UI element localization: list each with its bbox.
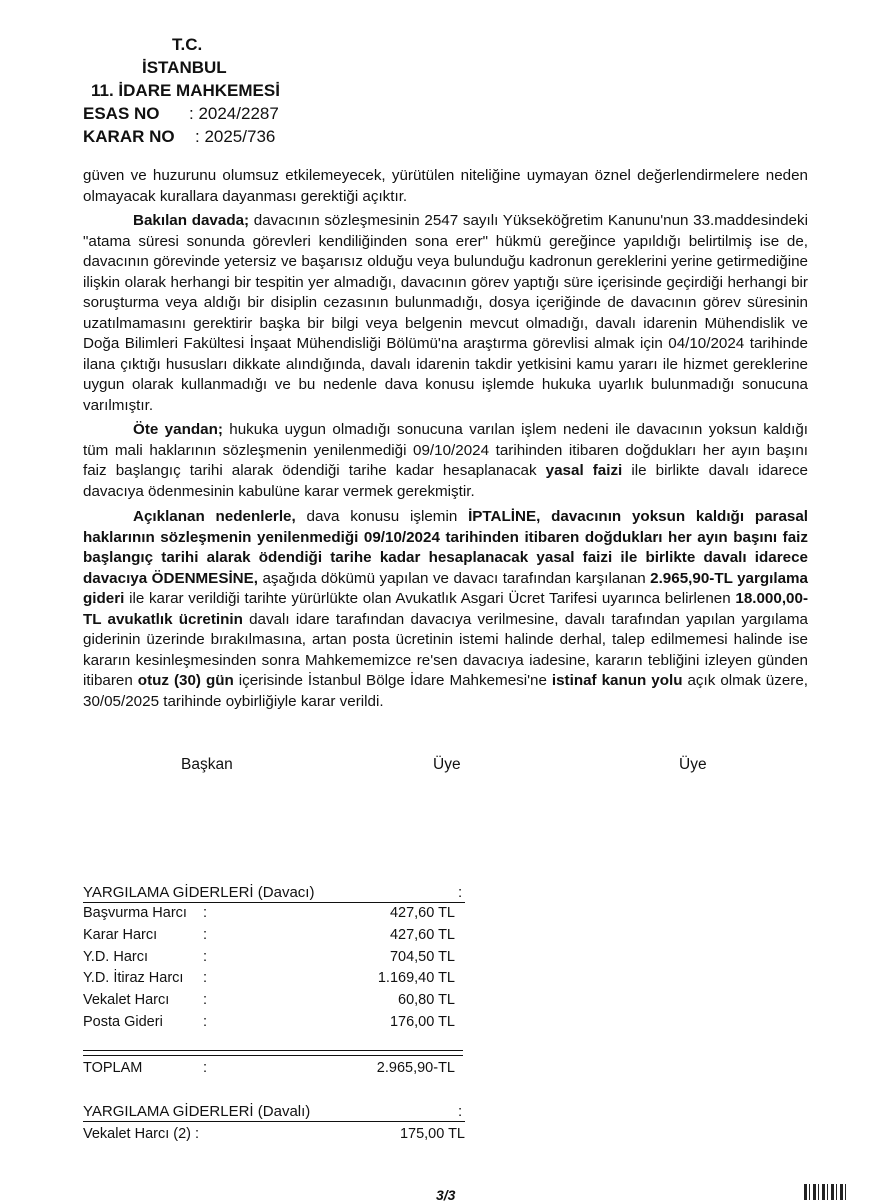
expenses-total-amount: 2.965,90-TL	[376, 1060, 455, 1076]
expense-row	[83, 970, 473, 992]
expense-row	[83, 905, 473, 927]
karar-label: KARAR NO	[83, 127, 175, 146]
barcode-icon	[804, 1184, 848, 1200]
paragraph-4-expense: 2.965,90-TL yargılama gideri	[83, 569, 808, 607]
paragraph-4-attorney-fee: 18.000,00-TL avukatlık ücretinin	[83, 590, 808, 628]
expense-colon: :	[203, 1014, 208, 1030]
expense-row	[83, 1014, 473, 1036]
expense-label: Başvurma Harcı	[83, 905, 187, 921]
expenses-defendant-underline	[83, 1121, 465, 1122]
paragraph-3-text-2: ile birlikte davalı idarece davacıya ödenmesinin kabulüne karar vermek gerekmiştir.	[83, 462, 808, 500]
paragraph-4-ruling: İPTALİNE, davacının yoksun kaldığı parasal haklarının sözleşmenin yenilenmediği 09/10/2024 tarihinden itibaren doğdukları her ayın başını faiz başlangıç tarihi alarak ödendiği tarihe kadar hesaplanacak yasal faizi ile birlikte davalı idarece davacıya ÖDENMESİNE,	[83, 508, 809, 587]
signature-president: Başkan	[181, 756, 233, 773]
expense-row	[83, 992, 473, 1014]
paragraph-4-lead: Açıklanan nedenlerle,	[133, 508, 296, 525]
page-number: 3/3	[436, 1187, 456, 1203]
signature-member-2: Üye	[679, 756, 707, 773]
paragraph-4-deadline: otuz (30) gün	[137, 672, 234, 689]
expense-label: Karar Harcı	[83, 926, 158, 943]
karar-value: : 2025/736	[195, 127, 276, 146]
expense-colon: :	[203, 926, 208, 943]
signature-member-1: Üye	[433, 756, 461, 773]
paragraph-4-text-4: davalı idare tarafından davacıya verilmesine, davalı tarafından yapılan yargılama giderinin üzerinde bırakılmasına, artan posta ücretinin istemi halinde derhal, talep edilmemesi halinde ise kararın kesinleşmesinden sonra Mahkememizce re'sen davacıya iadesine, kararın tebliğini izleyen günden itibaren	[83, 610, 809, 689]
expenses-total-label: TOPLAM	[83, 1060, 143, 1076]
paragraph-2-lead: Bakılan davada;	[133, 212, 250, 229]
paragraph-1: güven ve huzurunu olumsuz etkilemeyecek, yürütülen niteliğine uymayan öznel değerlendirmelere neden olmayacak kurallara dayanması gerektiği açıktır.	[83, 167, 808, 205]
expense-row	[83, 927, 473, 949]
expenses-defendant-title-colon: :	[458, 1103, 463, 1120]
expenses-defendant-amount: 175,00 TL	[399, 1126, 465, 1142]
header-court: 11. İDARE MAHKEMESİ	[91, 81, 280, 100]
paragraph-4-text-6: açık olmak üzere, 30/05/2025 tarihinde oybirliğiyle karar verildi.	[83, 672, 809, 710]
expense-amount: 60,80 TL	[398, 992, 455, 1009]
paragraph-3	[83, 420, 808, 502]
expense-label: Y.D. İtiraz Harcı	[83, 970, 184, 987]
expense-amount: 427,60 TL	[389, 926, 455, 943]
expenses-total-row	[83, 1060, 473, 1082]
expense-colon: :	[203, 905, 208, 921]
expense-colon: :	[203, 992, 208, 1009]
expense-row	[83, 949, 473, 971]
paragraph-2-text: davacının sözleşmesinin 2547 sayılı Yükseköğretim Kanunu'nun 33.maddesindeki "atama süresi sonunda görevleri kendiliğinden sona erer" hükmü gereğince yapıldığı belirtilmiş ise de, davacının görevinde yetersiz ve başarısız olduğu veya bulunduğu kadronun gereklerini yerine getirmediğine ilişkin olarak herhangi bir tespitin yer almadığı, davacının görev yaptığı süre içerisinde geçirdiği herhangi bir soruşturma veya aldığı bir disiplin cezasının bulunmadığı, dosya içeriğinde de davacının görev süresinin uzatılmamasını gerektirir başka bir bilgi veya belgenin mevcut olmadığı, davalı idarenin Mühendislik ve Doğa Bilimleri Fakültesi İnşaat Mühendisliği Bölümü'na araştırma görevlisi almak için 04/10/2024 tarihinde ilana çıktığı hususları dikkate alındığında, davalı idarenin takdir yetkisini kamu yararı ile hizmet gereklerine uygun olarak kullanmadığı ve bu nedenle dava konusu işlemde hukuka uyarlık bulunmadığı sonucuna varılmıştır.	[83, 212, 808, 414]
paragraph-4	[83, 507, 808, 712]
header-tc: T.C.	[172, 35, 203, 54]
expenses-plaintiff-title-colon: :	[458, 884, 463, 901]
expense-label: Y.D. Harcı	[83, 948, 149, 965]
total-divider-2	[83, 1055, 463, 1056]
paragraph-4-text-3: ile karar verildiği tarihte yürürlükte olan Avukatlık Asgari Ücret Tarifesi uyarınca belirlenen	[124, 590, 736, 607]
expense-amount: 176,00 TL	[389, 1014, 455, 1030]
expense-amount: 704,50 TL	[389, 948, 455, 965]
expense-label: Posta Gideri	[83, 1014, 163, 1030]
paragraph-4-appeal: istinaf kanun yolu	[551, 672, 683, 689]
header-city: İSTANBUL	[142, 58, 227, 77]
expenses-plaintiff-underline	[83, 902, 465, 903]
expenses-defendant-label: Vekalet Harcı (2) :	[83, 1126, 200, 1142]
paragraph-3-emphasis: yasal faizi	[545, 462, 623, 479]
expense-amount: 1.169,40 TL	[377, 970, 455, 987]
paragraph-2	[83, 211, 808, 416]
expense-colon: :	[203, 948, 208, 965]
expense-colon: :	[203, 970, 208, 987]
expenses-defendant-row	[83, 1126, 473, 1148]
expenses-total-colon: :	[203, 1060, 208, 1076]
paragraph-4-text-1: dava konusu işlemin	[295, 508, 469, 525]
paragraph-3-lead: Öte yandan;	[133, 421, 223, 438]
expense-label: Vekalet Harcı	[83, 992, 170, 1009]
expenses-defendant-title: YARGILAMA GİDERLERİ (Davalı)	[83, 1103, 311, 1120]
esas-value: : 2024/2287	[189, 104, 279, 123]
paragraph-4-text-2: aşağıda dökümü yapılan ve davacı tarafından karşılanan	[257, 569, 651, 587]
paragraph-3-text-1: hukuka uygun olmadığı sonucuna varılan işlem nedeni ile davacının yoksun kaldığı tüm mali haklarının sözleşmenin yenilenmediği 09/10/2024 tarihinden itibaren doğdukları her ayın başını faiz başlangıç tarihi alarak ödendiği tarihe kadar hesaplanacak	[83, 421, 808, 479]
expense-amount: 427,60 TL	[389, 905, 455, 921]
expenses-plaintiff-title: YARGILAMA GİDERLERİ (Davacı)	[83, 884, 315, 901]
esas-label: ESAS NO	[83, 104, 160, 123]
paragraph-4-text-5: içerisinde İstanbul Bölge İdare Mahkemesi'ne	[233, 672, 552, 689]
total-divider-1	[83, 1050, 463, 1051]
